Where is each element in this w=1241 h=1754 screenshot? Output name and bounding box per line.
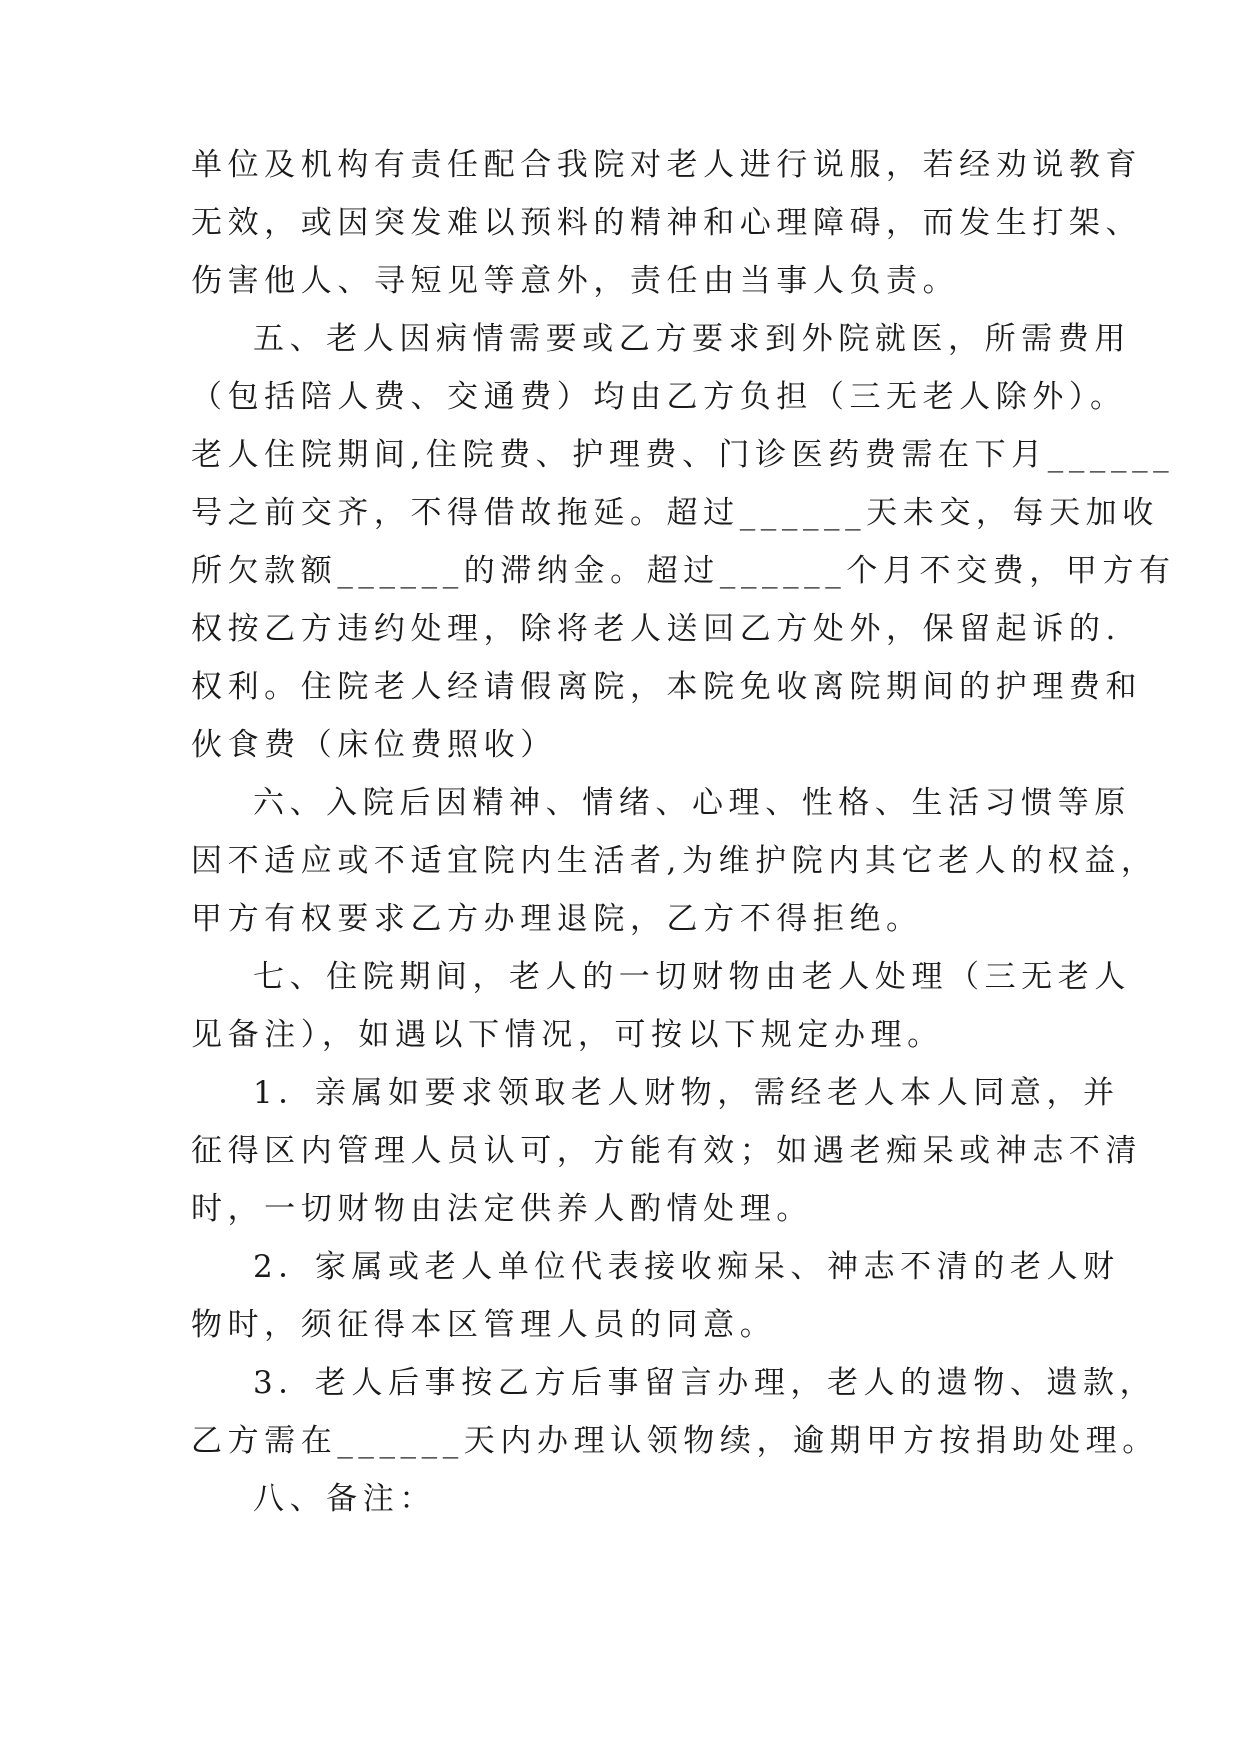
text-line: 见备注），如遇以下情况，可按以下规定办理。: [191, 1017, 944, 1053]
section-five-heading-line: 五、老人因病情需要或乙方要求到外院就医，所需费用: [253, 321, 1131, 357]
text-line: 时，一切财物由法定供养人酌情处理。: [191, 1191, 813, 1227]
text-line: 权按乙方违约处理，除将老人送回乙方处外，保留起诉的.: [191, 611, 1121, 647]
text-line: 老人住院期间,住院费、护理费、门诊医药费需在下月______: [191, 437, 1175, 473]
text-line: 物时，须征得本区管理人员的同意。: [191, 1307, 777, 1343]
text-line: 甲方有权要求乙方办理退院，乙方不得拒绝。: [191, 901, 923, 937]
text-line: 所欠款额______的滞纳金。超过______个月不交费，甲方有: [191, 553, 1176, 589]
item-one-line: 1．亲属如要求领取老人财物，需经老人本人同意，并: [253, 1075, 1120, 1111]
text-line: 征得区内管理人员认可，方能有效；如遇老痴呆或神志不清: [191, 1133, 1143, 1169]
text-line: 伤害他人、寻短见等意外，责任由当事人负责。: [191, 263, 960, 299]
text-line: 无效，或因突发难以预料的精神和心理障碍，而发生打架、: [191, 205, 1143, 241]
section-seven-heading-line: 七、住院期间，老人的一切财物由老人处理（三无老人: [253, 959, 1131, 995]
text-line: （包括陪人费、交通费）均由乙方负担（三无老人除外）。: [191, 379, 1127, 415]
text-line: 因不适应或不适宜院内生活者,为维护院内其它老人的权益，: [191, 843, 1158, 879]
section-six-heading-line: 六、入院后因精神、情绪、心理、性格、生活习惯等原: [253, 785, 1131, 821]
item-two-line: 2．家属或老人单位代表接收痴呆、神志不清的老人财: [253, 1249, 1120, 1285]
section-eight-heading-line: 八、备注：: [253, 1481, 436, 1517]
text-line: 单位及机构有责任配合我院对老人进行说服，若经劝说教育: [191, 147, 1143, 183]
text-line: 乙方需在______天内办理认领物续，逾期甲方按捐助处理。: [191, 1423, 1159, 1459]
text-line: 权利。住院老人经请假离院，本院免收离院期间的护理费和: [191, 669, 1143, 705]
text-line: 伙食费（床位费照收）: [191, 727, 557, 763]
text-line: 号之前交齐，不得借故拖延。超过______天未交，每天加收: [191, 495, 1159, 531]
item-three-line: 3．老人后事按乙方后事留言办理，老人的遗物、遗款，: [253, 1365, 1157, 1401]
